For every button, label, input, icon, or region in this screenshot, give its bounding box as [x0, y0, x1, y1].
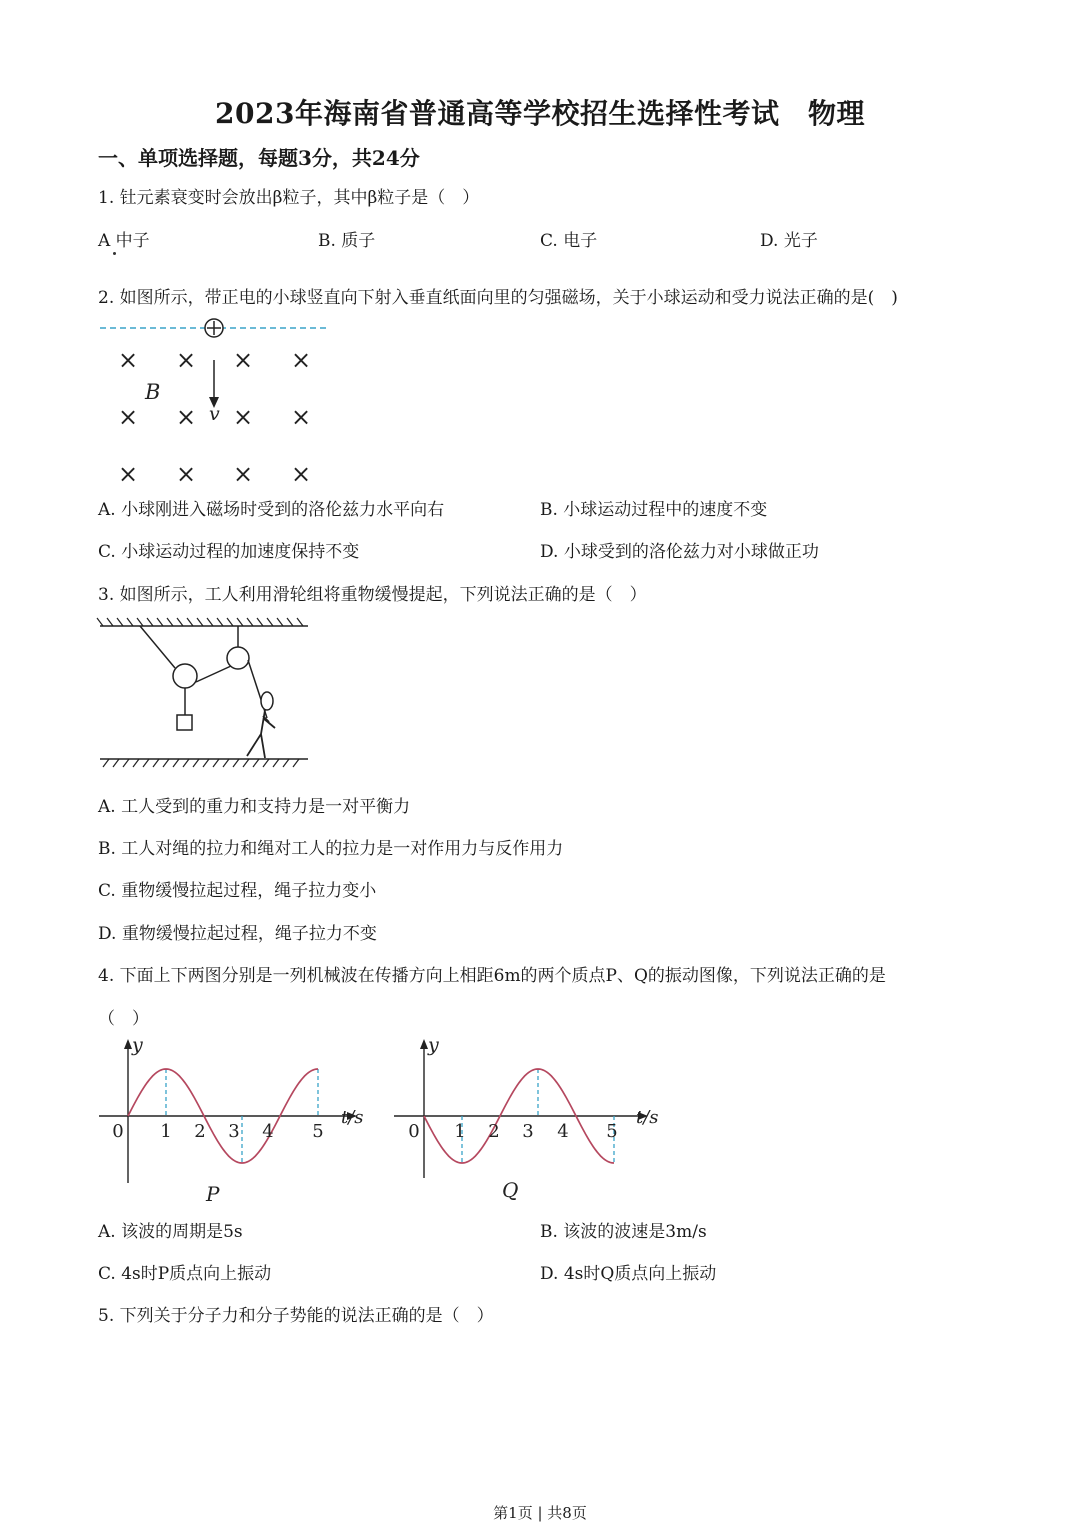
tick-label: 4 [557, 1121, 569, 1142]
question-1-stem: 1. 钍元素衰变时会放出β粒子，其中β粒子是（ ） [98, 188, 480, 208]
q4-option-a: A. 该波的周期是5s [98, 1222, 243, 1242]
ceiling-hatch [97, 618, 303, 626]
field-cross: × [175, 346, 197, 374]
question-5-stem: 5. 下列关于分子力和分子势能的说法正确的是（ ） [98, 1306, 494, 1326]
q3-option-b: B. 工人对绳的拉力和绳对工人的拉力是一对作用力与反作用力 [98, 839, 564, 859]
pulley-system-figure [95, 612, 315, 777]
q1-option-b: B. 质子 [318, 231, 376, 251]
velocity-label-v: v [209, 403, 220, 425]
movable-pulley [173, 664, 197, 688]
worker-body [247, 710, 275, 758]
field-label-b: B [145, 380, 161, 404]
tick-label: 2 [194, 1121, 206, 1142]
q3-option-d: D. 重物缓慢拉起过程，绳子拉力不变 [98, 924, 377, 944]
field-cross: × [117, 460, 139, 488]
tick-label: 3 [522, 1121, 534, 1142]
field-cross: × [290, 403, 312, 431]
y-axis-arrow [420, 1039, 428, 1049]
vibration-graph-q [390, 1033, 670, 1208]
question-2-stem: 2. 如图所示，带正电的小球竖直向下射入垂直纸面向里的匀强磁场，关于小球运动和受力说法正确的是( ) [98, 288, 898, 308]
worker-head [261, 692, 273, 710]
field-cross: × [290, 346, 312, 374]
question-4-stem-line2: （ ） [98, 1009, 149, 1029]
graph-caption-p: P [206, 1182, 220, 1206]
y-axis-label: y [132, 1034, 143, 1056]
tick-label: 0 [408, 1121, 420, 1142]
q1-option-a: A 中子 [98, 231, 150, 251]
q3-option-c: C. 重物缓慢拉起过程，绳子拉力变小 [98, 881, 377, 901]
field-cross: × [117, 403, 139, 431]
tick-label: 5 [606, 1121, 618, 1142]
field-cross: × [175, 460, 197, 488]
page-footer: 第1页 | 共8页 [493, 1504, 587, 1522]
q1-option-d: D. 光子 [760, 231, 818, 251]
graph-caption-q: Q [502, 1178, 519, 1202]
tick-label: 4 [262, 1121, 274, 1142]
rope-left [140, 626, 175, 668]
y-axis-label: y [428, 1034, 439, 1056]
field-cross: × [232, 403, 254, 431]
tick-label: 0 [112, 1121, 124, 1142]
section-heading: 一、单项选择题，每题3分，共24分 [98, 146, 420, 170]
field-cross: × [175, 403, 197, 431]
stray-dot [113, 252, 116, 255]
page-title: 2023年海南省普通高等学校招生选择性考试 物理 [215, 97, 865, 130]
field-cross: × [232, 460, 254, 488]
q2-option-b: B. 小球运动过程中的速度不变 [540, 500, 768, 520]
q2-option-a: A. 小球刚进入磁场时受到的洛伦兹力水平向右 [98, 500, 445, 520]
q2-option-d: D. 小球受到的洛伦兹力对小球做正功 [540, 542, 819, 562]
weight-block [177, 715, 192, 730]
q3-option-a: A. 工人受到的重力和支持力是一对平衡力 [98, 797, 411, 817]
q4-option-d: D. 4s时Q质点向上振动 [540, 1264, 717, 1284]
field-cross: × [117, 346, 139, 374]
vibration-graph-p [95, 1033, 375, 1208]
magnetic-field-figure [95, 312, 340, 492]
y-axis-arrow [124, 1039, 132, 1049]
tick-label: 3 [228, 1121, 240, 1142]
tick-label: 5 [312, 1121, 324, 1142]
tick-label: 2 [488, 1121, 500, 1142]
ground-hatch [103, 759, 299, 767]
q2-option-c: C. 小球运动过程的加速度保持不变 [98, 542, 360, 562]
x-axis-label: t/s [636, 1107, 659, 1128]
tick-label: 1 [454, 1121, 466, 1142]
q1-option-c: C. 电子 [540, 231, 598, 251]
question-4-stem: 4. 下面上下两图分别是一列机械波在传播方向上相距6m的两个质点P、Q的振动图像，下列说法正确的是 [98, 966, 886, 986]
q4-option-b: B. 该波的波速是3m/s [540, 1222, 707, 1242]
field-cross: × [290, 460, 312, 488]
rope-middle [196, 666, 231, 682]
tick-label: 1 [160, 1121, 172, 1142]
field-cross: × [232, 346, 254, 374]
question-3-stem: 3. 如图所示，工人利用滑轮组将重物缓慢提起，下列说法正确的是（ ） [98, 585, 647, 605]
q4-option-c: C. 4s时P质点向上振动 [98, 1264, 272, 1284]
x-axis-label: t/s [341, 1107, 364, 1128]
